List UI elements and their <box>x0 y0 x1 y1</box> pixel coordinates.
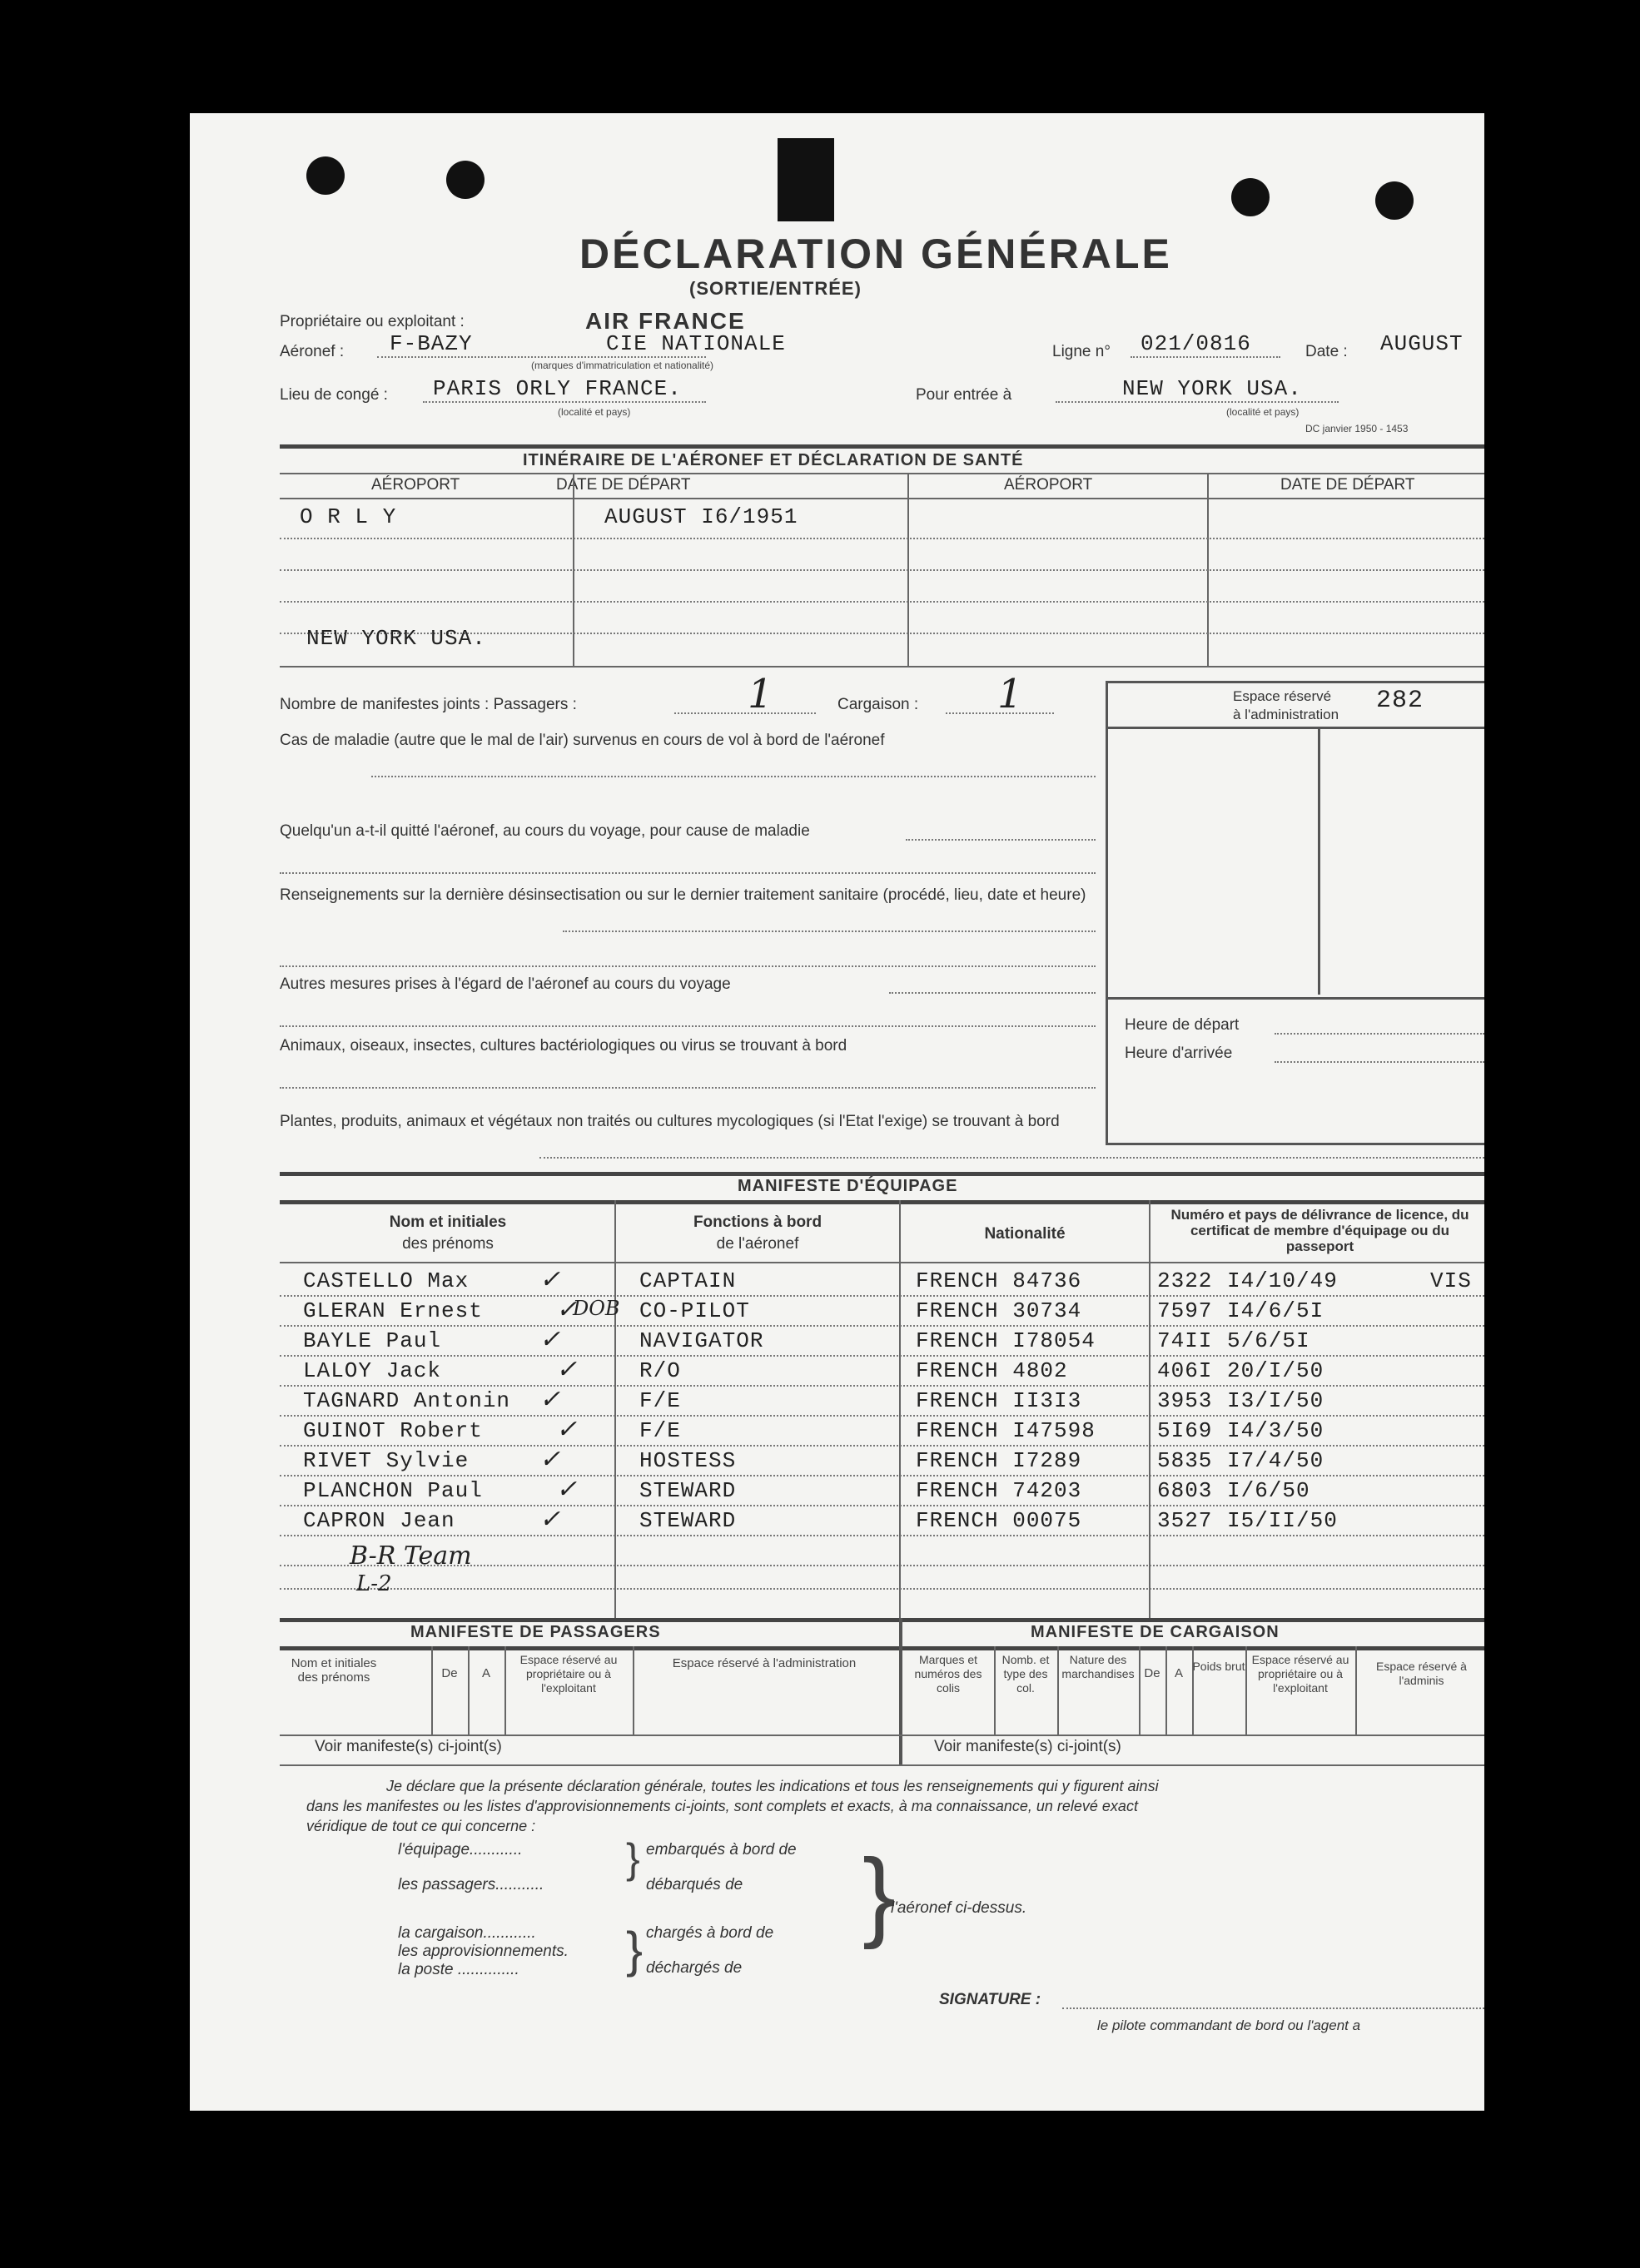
passengers-col-operator: Espace réservé au propriétaire ou à l'exploitant <box>519 1653 618 1695</box>
aircraft-label: Aéronef : <box>280 343 345 360</box>
declaration-mail: la poste .............. <box>398 1961 519 1978</box>
admin-inner-box <box>1108 727 1484 1000</box>
crew-function: CO-PILOT <box>639 1298 750 1323</box>
crew-col-nationality: Nationalité <box>984 1225 1066 1243</box>
crew-licence-date: 20/I/50 <box>1227 1358 1324 1383</box>
cargo-col-a: A <box>1174 1666 1183 1680</box>
crew-licence-extra: VIS <box>1430 1268 1472 1293</box>
itinerary-date-1: AUGUST I6/1951 <box>604 504 798 529</box>
check-mark-icon: ✓ <box>539 1505 561 1534</box>
passengers-col-a: A <box>481 1666 490 1680</box>
cargo-col-marks: Marques et numéros des colis <box>914 1653 982 1695</box>
passengers-footer: Voir manifeste(s) ci-joint(s) <box>315 1738 502 1755</box>
admin-box-title: Espace réservé <box>1233 688 1332 704</box>
cargo-col-admin: Espace réservé à l'adminis <box>1376 1660 1467 1687</box>
entry-note: (localité et pays) <box>1226 406 1300 418</box>
declaration-disembarked: débarqués de <box>646 1876 743 1893</box>
itinerary-col-date-2: DATE DE DÉPART <box>1280 476 1415 494</box>
paper-clip-mark <box>778 138 834 221</box>
cargo-col-operator: Espace réservé au propriétaire ou à l'exploitant <box>1251 1653 1349 1695</box>
question-other-measures: Autres mesures prises à l'égard de l'aéronef au cours du voyage <box>280 975 731 993</box>
itinerary-col-date: DATE DE DÉPART <box>556 476 691 494</box>
crew-function: F/E <box>639 1388 681 1413</box>
declaration-aircraft: l'aéronef ci-dessus. <box>891 1899 1027 1917</box>
question-animals: Animaux, oiseaux, insectes, cultures bactériologiques ou virus se trouvant à bord <box>280 1037 847 1055</box>
punch-hole <box>446 161 485 199</box>
departure-value: PARIS ORLY FRANCE. <box>433 376 682 401</box>
declaration-text-2: dans les manifestes ou les listes d'approvisionnements ci-joints, sont complets et exacts, à ma connaissance, un relevé exact <box>306 1798 1138 1814</box>
passengers-col-admin: Espace réservé à l'administration <box>672 1656 857 1670</box>
departure-label: Lieu de congé : <box>280 386 388 404</box>
dob-annotation: DOB <box>573 1297 620 1320</box>
crew-function: F/E <box>639 1418 681 1443</box>
crew-col-function-2: de l'aéronef <box>716 1235 799 1253</box>
crew-licence-number: 7597 <box>1157 1298 1213 1323</box>
arrival-time-label: Heure d'arrivée <box>1125 1045 1233 1062</box>
manifests-label: Nombre de manifestes joints : Passagers : <box>280 696 577 713</box>
owner-label: Propriétaire ou exploitant : <box>280 313 465 330</box>
crew-name: PLANCHON Paul <box>303 1478 483 1503</box>
owner-value: AIR FRANCE <box>585 308 746 334</box>
itinerary-col-airport: AÉROPORT <box>371 476 460 494</box>
date-value: AUGUST <box>1380 331 1464 356</box>
crew-licence-date: I4/3/50 <box>1227 1418 1324 1443</box>
crew-name: CASTELLO Max <box>303 1268 470 1293</box>
question-plants: Plantes, produits, animaux et végétaux non traités ou cultures mycologiques (si l'Etat l'exige) se trouvant à bord <box>280 1113 1060 1130</box>
crew-licence-date: I/6/50 <box>1227 1478 1310 1503</box>
crew-nationality: FRENCH I47598 <box>916 1418 1096 1443</box>
crew-nationality: FRENCH 30734 <box>916 1298 1082 1323</box>
passengers-heading: MANIFESTE DE PASSAGERS <box>410 1623 661 1641</box>
signature-label: SIGNATURE : <box>939 1991 1041 2008</box>
itinerary-heading: ITINÉRAIRE DE L'AÉRONEF ET DÉCLARATION DE SANTÉ <box>523 451 1024 469</box>
crew-nationality: FRENCH 4802 <box>916 1358 1068 1383</box>
crew-licence-date: I3/I/50 <box>1227 1388 1324 1413</box>
crew-name: GUINOT Robert <box>303 1418 483 1443</box>
signature-note: le pilote commandant de bord ou l'agent a <box>1097 2017 1361 2033</box>
declaration-cargo: la cargaison............ <box>398 1924 536 1942</box>
crew-name: RIVET Sylvie <box>303 1448 470 1473</box>
crew-licence-date: I4/10/49 <box>1227 1268 1338 1293</box>
declaration-passengers: les passagers........... <box>398 1876 544 1893</box>
question-illness: Cas de maladie (autre que le mal de l'air) survenus en cours de vol à bord de l'aéronef <box>280 732 885 749</box>
check-mark-icon: ✓ <box>556 1295 578 1324</box>
punch-hole <box>306 156 345 195</box>
passengers-col-name: Nom et initiales des prénoms <box>291 1656 377 1685</box>
admin-box <box>1106 681 1484 1145</box>
check-mark-icon: ✓ <box>539 1265 561 1294</box>
punch-hole <box>1231 178 1270 216</box>
crew-name: LALOY Jack <box>303 1358 442 1383</box>
declaration-crew: l'équipage............ <box>398 1841 523 1859</box>
cargo-label: Cargaison : <box>837 696 919 713</box>
crew-function: HOSTESS <box>639 1448 737 1473</box>
cargo-heading: MANIFESTE DE CARGAISON <box>1031 1623 1280 1641</box>
crew-licence-number: 6803 <box>1157 1478 1213 1503</box>
crew-col-name-2: des prénoms <box>402 1235 494 1253</box>
crew-function: STEWARD <box>639 1508 737 1533</box>
crew-nationality: FRENCH I78054 <box>916 1328 1096 1353</box>
declaration-text-1: Je déclare que la présente déclaration générale, toutes les indications et tous les renseignements qui y figurent ainsi <box>386 1778 1159 1794</box>
crew-licence-number: 5835 <box>1157 1448 1213 1473</box>
crew-col-function: Fonctions à bord <box>693 1213 822 1231</box>
owner-value-2: CIE NATIONALE <box>606 331 786 356</box>
crew-name: BAYLE Paul <box>303 1328 442 1353</box>
crew-nationality: FRENCH I7289 <box>916 1448 1082 1473</box>
crew-name: TAGNARD Antonin <box>303 1388 511 1413</box>
crew-nationality: FRENCH 00075 <box>916 1508 1082 1533</box>
declaration-loaded: chargés à bord de <box>646 1924 774 1942</box>
check-mark-icon: ✓ <box>539 1385 561 1414</box>
declaration-unloaded: déchargés de <box>646 1959 743 1977</box>
passengers-col-de: De <box>441 1666 458 1680</box>
entry-value: NEW YORK USA. <box>1122 376 1302 401</box>
handwritten-note-2: L-2 <box>356 1571 392 1596</box>
form-subtitle: (SORTIE/ENTRÉE) <box>689 278 862 299</box>
punch-hole <box>1375 181 1414 220</box>
declaration-supplies: les approvisionnements. <box>398 1943 569 1960</box>
departure-time-label: Heure de départ <box>1125 1016 1240 1034</box>
entry-label: Pour entrée à <box>916 386 1012 404</box>
check-mark-icon: ✓ <box>556 1475 578 1504</box>
form-sheet: DÉCLARATION GÉNÉRALE (SORTIE/ENTRÉE) Propriétaire ou exploitant : AIR FRANCE Aéronef : F-BAZY CIE NATIONALE (marques d'immatriculation et nationalité) Ligne n° 021/0816 Date : AUGUST Lieu de congé : PARIS ORLY FRANCE. (localité et pays) Pour entrée à NEW YORK USA. (localité et pays) DC janvier 1950 - 1453 ITINÉRAIRE DE L'AÉRONEF ET DÉCLARATION DE SANTÉ AÉROPORT DATE DE DÉPART AÉROPORT DATE DE DÉPART O R L Y AUGUST I6/1951 NEW YORK USA. Nombre de manifestes joints : Passagers : 1 Cargaison : 1 Cas de maladie (autre que le mal de l'air) survenus en cours de vol à bord de l'aéronef Quelqu'un a-t-il quitté l'aéronef, au cours du voyage, pour cause de maladie Renseignements sur la dernière désinsectisation ou sur le dernier traitement sanitaire (procédé, lieu, date et heure) Autres mesures prises à l'égard de l'aéronef au cours du voyage Animaux, oiseaux, insectes, cultures bactériologiques ou virus se trouvant à bord Plantes, produits, animaux et végétaux non traités ou cultures mycologiques (si l'Etat l'exige) se trouvant à bord Espace réservé à l'administration 282 Heure de départ Heure d'arrivée MANIFESTE D'ÉQUIPAGE Nom et initiales des prénoms Fonctions à bord de l'aéronef Nationalité Numéro et pays de délivrance de licence, du certificat de membre d'équipage ou du passeport CASTELLO Max CAPTAIN FRENCH 84736 2322 I4/10/49 VIS ✓ GLERAN Ernest CO-PILOT FRENCH 30734 7597 I4/6/5I ✓ BAYLE Paul NAVIGATOR FRENCH I78054 74II 5/6/5I ✓ LALOY Jack R/O FRENCH 4802 406I 20/I/50 ✓ TAGNARD Antonin F/E FRENCH II3I3 3953 I3/I/50 ✓ GUINOT Robert F/E FRENCH I47598 5I69 I4/3/50 ✓ RIVET Sylvie HOSTESS FRENCH I7289 5835 I7/4/50 ✓ PLANCHON Paul STEWARD FRENCH 74203 6803 I/6/50 ✓ CAPRON Jean STEWARD FRENCH 00075 3527 I5/II/50 ✓ B-R Team L-2 DOB MANIFESTE DE PASSAGERS MANIFESTE DE CARGAISON Nom et initiales des prénoms De A Espace réservé au propriétaire ou à l'exploitant Espace réservé à l'administration Voir manifeste(s) ci-joint(s) Marques et numéros des colis Nomb. et type des col. Nature des marchandises De A Poids brut Espace réservé au propriétaire ou à l'exploitant Espace réservé à l'adminis Voir manifeste(s) ci-joint(s) Je déclare que la présente déclaration générale, toutes les indications et tous les renseignements qui y figurent ainsi dans les manifestes ou les listes d'approvisionnements ci-joints, sont complets et exacts, à ma connaissance, un relevé exact véridique de tout ce qui concerne : l'équipage............ les passagers........... la cargaison............ les approvisionnements. la poste .............. } } embarqués à bord de débarqués de chargés à bord de déchargés de } l'aéronef ci-dessus. SIGNATURE : le pilote commandant de bord ou l'agent a <box>190 113 1484 2111</box>
crew-function: STEWARD <box>639 1478 737 1503</box>
crew-licence-date: I4/6/5I <box>1227 1298 1324 1323</box>
handwritten-note-1: B-R Team <box>350 1541 472 1571</box>
check-mark-icon: ✓ <box>539 1445 561 1474</box>
question-left-aircraft: Quelqu'un a-t-il quitté l'aéronef, au cours du voyage, pour cause de maladie <box>280 822 810 840</box>
itinerary-col-airport-2: AÉROPORT <box>1004 476 1093 494</box>
cargo-col-de: De <box>1144 1666 1160 1680</box>
admin-box-title-2: à l'administration <box>1233 707 1339 722</box>
aircraft-note: (marques d'immatriculation et nationalité) <box>531 360 714 371</box>
admin-number: 282 <box>1376 687 1424 715</box>
departure-note: (localité et pays) <box>558 406 631 418</box>
crew-nationality: FRENCH 84736 <box>916 1268 1082 1293</box>
question-disinsection: Renseignements sur la dernière désinsectisation ou sur le dernier traitement sanitaire (procédé, lieu, date et heure) <box>280 886 1086 904</box>
line-label: Ligne n° <box>1052 343 1111 360</box>
crew-function: NAVIGATOR <box>639 1328 764 1353</box>
check-mark-icon: ✓ <box>556 1415 578 1444</box>
check-mark-icon: ✓ <box>556 1355 578 1384</box>
declaration-embarked: embarqués à bord de <box>646 1841 797 1859</box>
check-mark-icon: ✓ <box>539 1325 561 1354</box>
itinerary-airport-1: O R L Y <box>300 504 397 529</box>
crew-heading: MANIFESTE D'ÉQUIPAGE <box>738 1177 958 1195</box>
crew-function: CAPTAIN <box>639 1268 737 1293</box>
cargo-col-nature: Nature des marchandises <box>1061 1653 1135 1680</box>
crew-function: R/O <box>639 1358 681 1383</box>
crew-col-licence: Numéro et pays de délivrance de licence, du certificat de membre d'équipage ou du passeport <box>1170 1207 1469 1254</box>
line-value: 021/0816 <box>1141 331 1251 356</box>
crew-licence-date: I7/4/50 <box>1227 1448 1324 1473</box>
crew-licence-number: 2322 <box>1157 1268 1213 1293</box>
cargo-count: 1 <box>997 671 1023 717</box>
crew-licence-number: 74II <box>1157 1328 1213 1353</box>
crew-col-name: Nom et initiales <box>389 1213 507 1231</box>
cargo-col-count: Nomb. et type des col. <box>1001 1653 1050 1695</box>
crew-nationality: FRENCH II3I3 <box>916 1388 1082 1413</box>
aircraft-value: F-BAZY <box>390 331 473 356</box>
form-reference: DC janvier 1950 - 1453 <box>1305 423 1409 434</box>
form-title: DÉCLARATION GÉNÉRALE <box>579 231 1172 277</box>
crew-licence-number: 406I <box>1157 1358 1213 1383</box>
declaration-text-3: véridique de tout ce qui concerne : <box>306 1818 536 1834</box>
crew-nationality: FRENCH 74203 <box>916 1478 1082 1503</box>
crew-licence-number: 3527 <box>1157 1508 1213 1533</box>
date-label: Date : <box>1305 343 1348 360</box>
crew-licence-date: I5/II/50 <box>1227 1508 1338 1533</box>
passengers-count: 1 <box>748 671 773 717</box>
crew-licence-date: 5/6/5I <box>1227 1328 1310 1353</box>
crew-licence-number: 5I69 <box>1157 1418 1213 1443</box>
crew-name: GLERAN Ernest <box>303 1298 483 1323</box>
crew-name: CAPRON Jean <box>303 1508 455 1533</box>
crew-licence-number: 3953 <box>1157 1388 1213 1413</box>
itinerary-airport-2: NEW YORK USA. <box>306 626 486 651</box>
cargo-footer: Voir manifeste(s) ci-joint(s) <box>934 1738 1121 1755</box>
cargo-col-weight: Poids brut <box>1192 1660 1245 1673</box>
